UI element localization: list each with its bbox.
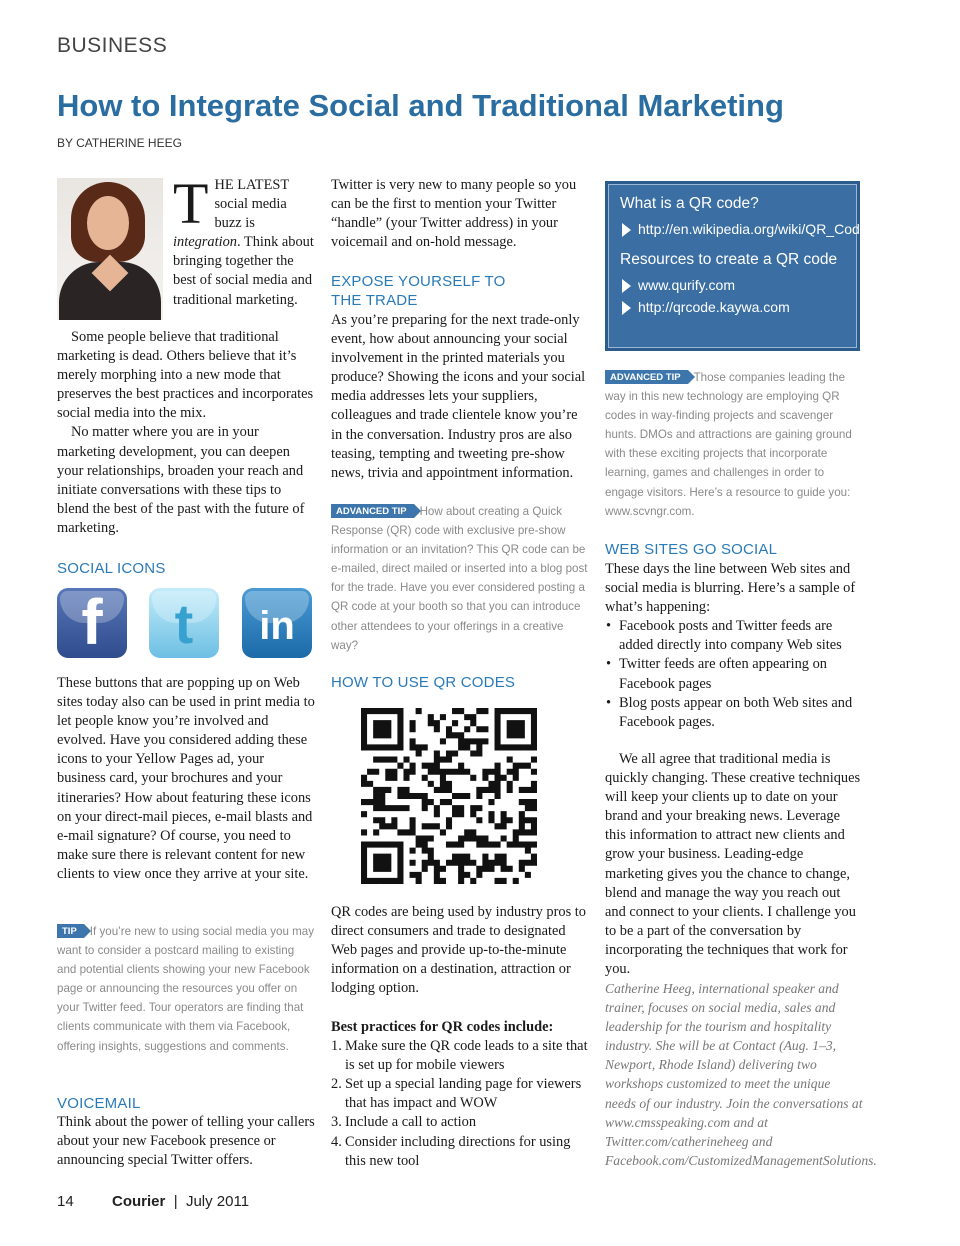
paragraph: No matter where you are in your marketing development, you can deepen your relationships, broaden your reach and initiate conversations with these tips to blend the best of the past with the future of marketing. (57, 424, 305, 536)
paragraph: Think about the power of telling your callers about your new Facebook presence or announcing special Twitter offers. (57, 1114, 315, 1169)
link-kaywa[interactable]: http://qrcode.kaywa.com (620, 298, 845, 316)
social-icons (57, 588, 315, 660)
column-1 (57, 171, 315, 1169)
best-practices-list (331, 1037, 589, 1171)
paragraph: These days the line between Web sites and social media is blurring. Here’s a sample of what’s happening: (605, 561, 856, 616)
linkedin-icon: in (242, 588, 312, 658)
drop-cap: T (173, 171, 209, 236)
intro-italic: integration (173, 234, 237, 251)
intro-caps: HE LATEST (214, 177, 289, 193)
section-heading: WEB SITES GO SOCIAL (605, 541, 778, 558)
box-heading: What is a QR code? (620, 195, 759, 212)
list-item: • Facebook posts and Twitter feeds are added directly into company Web sites (605, 617, 863, 655)
qr-resources-box (605, 181, 868, 351)
tip-text: Those companies leading the way in this new technology are employing QR codes in way-finding projects and scavenger hunts. DMOs and attractions are gaining ground with these exciting projects that incorporate learning, games and challenges in order to engage visitors. Here’s a resource to guide you: www.scvngr.com. (605, 371, 852, 518)
list-item: • Twitter feeds are often appearing on Facebook pages (605, 655, 863, 693)
tip-text: If you’re new to using social media you may want to consider a postcard mailing to existing and potential clients showing your new Facebook page or announcing the resources you offer on your Twitter feed. Tour operators are finding that clients communicate with them via Facebook, offering insights, suggestions and comments. (57, 925, 315, 1053)
author-bio: Catherine Heeg, international speaker and trainer, focuses on social media, sales and leadership for the tourism and hospitality industry. She will be at Contact (Aug. 1–3, Newport, Rhode Island) delivering two workshops customized to meet the unique needs of our industry. Join the conversations at www.cmsspeaking.com and at Twitter.com/catherineheeg and Facebook.com/CustomizedManagementSolutions. (605, 981, 877, 1168)
paragraph: We all agree that traditional media is quickly changing. These creative techniques will keep your clients up to date on your brand and your breaking news. Leverage this information to attract new clients and grow your business. Leading-edge marketing gives you the chance to change, blend and manage the way you reach out and connect to your clients. I challenge you to be a part of the conversation by incorporating the techniques that work for you. (605, 751, 861, 978)
section-heading: EXPOSE YOURSELF TO THE TRADE (331, 273, 506, 309)
twitter-icon: t (149, 588, 219, 658)
tip-badge: ADVANCED TIP (331, 504, 414, 518)
column-2 (331, 176, 589, 1169)
list-item: 2. Set up a special landing page for viewers that has impact and WOW (331, 1076, 582, 1112)
paragraph: Twitter is very new to many people so you can be the first to mention your Twitter “handle” (your Twitter address) in your voicemail and on-hold message. (331, 177, 577, 251)
issue-date: July 2011 (185, 1193, 250, 1210)
qr-code-image (361, 708, 537, 884)
article-title: How to Integrate Social and Traditional Marketing (57, 88, 784, 123)
link-wikipedia[interactable]: http://en.wikipedia.org/wiki/QR_Code (620, 220, 845, 238)
paragraph: These buttons that are popping up on Web sites today also can be used in print media to let people know you’re involved and evolved. Have you considered adding these icons to your Yellow Pages ad, your business card, your brochures and your itineraries? How about featuring these icons on your direct-mail pieces, e-mail blasts and e-mail signature? Of course, you need to make sure there is relevant content for new clients to view once they arrive at your site. (57, 675, 315, 882)
separator: | (173, 1193, 178, 1210)
paragraph: QR codes are being used by industry pros to direct consumers and trade to designated Web pages and provide up-to-the-minute information on a destination, attraction or lodging option. (331, 904, 586, 997)
list-item: 3. Include a call to action (331, 1114, 477, 1131)
bullet-list (605, 617, 863, 732)
tip-badge: TIP (57, 924, 84, 938)
page-number: 14 (57, 1193, 74, 1210)
paragraph: As you’re preparing for the next trade-only event, how about announcing your social involvement in the printed materials you produce? Showing the icons and your social media addresses lets your suppliers, colleagues and trade clientele know you’re in the conversation. Industry pros are also teasing, tempting and tweeting pre-show news, trivia and appointment information. (331, 312, 586, 481)
intro-text-b: . Think about bringing together the best of social media and traditional marketing. (173, 234, 314, 308)
tip-text: How about creating a Quick Response (QR) code with exclusive pre-show information or an invitation? This QR code can be e-mailed, direct mailed or inserted into a blog post for the trade. Have you ever considered posting a QR code at your booth so that you can introduce other attendees to your offerings in a creative way? (331, 505, 588, 652)
list-item: 1. Make sure the QR code leads to a site that is set up for mobile viewers (331, 1038, 588, 1074)
list-item: 4. Consider including directions for using this new tool (331, 1133, 571, 1169)
paragraph: Some people believe that traditional marketing is dead. Others believe that it’s merely morphing into a new mode that preserves the best practices and incorporates social media into the mix. (57, 329, 314, 422)
advanced-tip-callout (331, 502, 589, 655)
tip-callout (57, 922, 315, 1056)
list-heading: Best practices for QR codes include: (331, 1019, 554, 1035)
section-heading: VOICEMAIL (57, 1095, 141, 1112)
byline: BY CATHERINE HEEG (57, 136, 182, 150)
author-photo (57, 178, 163, 320)
intro-text-a: social media buzz is (214, 196, 287, 232)
publication-name: Courier (112, 1193, 166, 1210)
section-label: BUSINESS (57, 34, 168, 57)
tip-badge: ADVANCED TIP (605, 370, 688, 384)
facebook-icon: f (57, 588, 127, 658)
qr-modules (361, 708, 537, 884)
section-heading: SOCIAL ICONS (57, 560, 166, 577)
list-item: • Blog posts appear on both Web sites and Facebook pages. (605, 694, 863, 732)
link-qurify[interactable]: www.qurify.com (620, 276, 845, 294)
advanced-tip-callout (605, 368, 863, 521)
box-heading: Resources to create a QR code (620, 251, 838, 268)
section-heading: HOW TO USE QR CODES (331, 674, 516, 691)
page-footer (57, 1193, 249, 1210)
